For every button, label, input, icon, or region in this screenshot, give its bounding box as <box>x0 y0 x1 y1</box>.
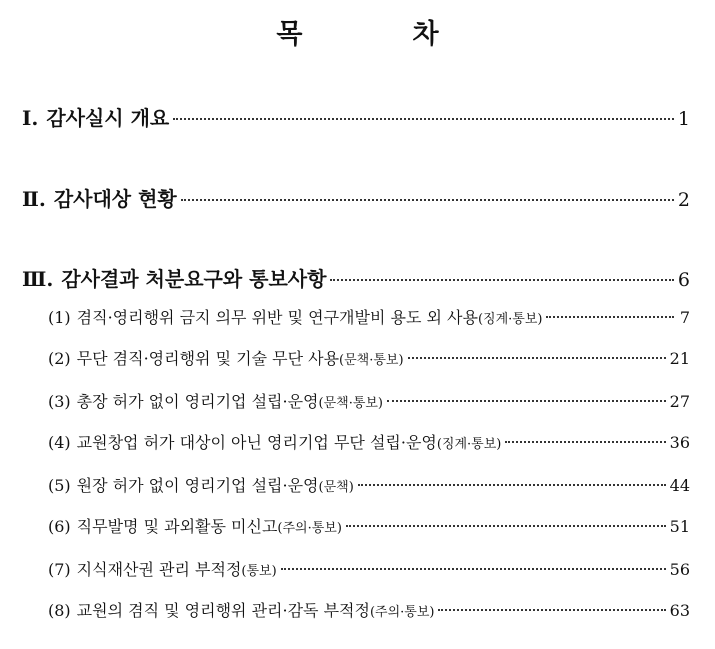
section-label: 감사대상 현황 <box>53 187 177 211</box>
leader-dots <box>438 609 665 611</box>
title-left: 목 <box>276 19 303 50</box>
page-number: 21 <box>669 349 690 368</box>
page-number: 7 <box>679 308 690 327</box>
toc-section <box>22 263 690 292</box>
item-number: (4) <box>48 433 71 452</box>
item-tag: (주의·통보) <box>277 521 342 536</box>
leader-dots <box>505 441 665 443</box>
item-label: 총장 허가 없이 영리기업 설립·운영 <box>76 392 319 411</box>
leader-dots <box>330 279 673 281</box>
item-number: (5) <box>48 476 71 495</box>
item-label: 지식재산권 관리 부적정 <box>76 560 242 579</box>
leader-dots <box>387 400 666 402</box>
item-label: 겸직·영리행위 금지 의무 위반 및 연구개발비 용도 외 사용 <box>76 308 478 327</box>
section-number: Ⅰ. <box>22 106 39 130</box>
page-number: 44 <box>669 476 690 495</box>
page-number: 1 <box>677 108 690 130</box>
toc-item <box>48 305 690 328</box>
leader-dots <box>173 118 674 120</box>
toc-section <box>22 183 690 212</box>
item-label: 원장 허가 없이 영리기업 설립·운영 <box>76 476 319 495</box>
toc-item <box>48 557 690 580</box>
leader-dots <box>181 199 674 201</box>
title-right: 차 <box>412 19 439 50</box>
item-tag: (문책·통보) <box>318 396 384 411</box>
leader-dots <box>346 525 666 527</box>
toc-section <box>22 102 690 131</box>
page-number: 2 <box>677 189 690 211</box>
item-number: (3) <box>48 392 71 411</box>
item-tag: (주의·통보) <box>369 605 435 620</box>
item-number: (8) <box>48 601 71 620</box>
toc-item <box>48 473 690 496</box>
page-number: 56 <box>669 560 690 579</box>
section-number: Ⅱ. <box>22 187 46 211</box>
item-tag: (문책·통보) <box>339 353 404 368</box>
page-number: 27 <box>669 392 690 411</box>
leader-dots <box>408 357 666 359</box>
leader-dots <box>281 568 666 570</box>
toc-item <box>48 389 690 412</box>
toc-item <box>48 598 690 621</box>
leader-dots <box>358 484 666 486</box>
page-number: 51 <box>669 517 690 536</box>
page-number: 6 <box>677 269 690 291</box>
item-number: (6) <box>48 517 71 536</box>
item-number: (1) <box>48 308 71 327</box>
section-label: 감사실시 개요 <box>46 106 170 130</box>
toc-item <box>48 514 690 537</box>
section-label: 감사결과 처분요구와 통보사항 <box>61 267 327 291</box>
item-number: (2) <box>48 349 71 368</box>
item-tag: (문책) <box>318 480 354 495</box>
item-label: 직무발명 및 과외활동 미신고 <box>76 517 278 536</box>
item-number: (7) <box>48 560 71 579</box>
toc-item <box>48 346 690 369</box>
item-tag: (징계·통보) <box>436 437 502 452</box>
leader-dots <box>546 316 674 318</box>
item-label: 교원의 겸직 및 영리행위 관리·감독 부적정 <box>76 601 370 620</box>
toc-item <box>48 430 690 453</box>
item-label: 무단 겸직·영리행위 및 기술 무단 사용 <box>76 349 340 368</box>
page-title <box>0 12 715 51</box>
page-number: 63 <box>669 601 690 620</box>
item-tag: (통보) <box>241 564 277 579</box>
page-number: 36 <box>669 433 690 452</box>
item-label: 교원창업 허가 대상이 아닌 영리기업 무단 설립·운영 <box>76 433 437 452</box>
item-tag: (징계·통보) <box>477 312 543 327</box>
section-number: Ⅲ. <box>22 267 54 291</box>
